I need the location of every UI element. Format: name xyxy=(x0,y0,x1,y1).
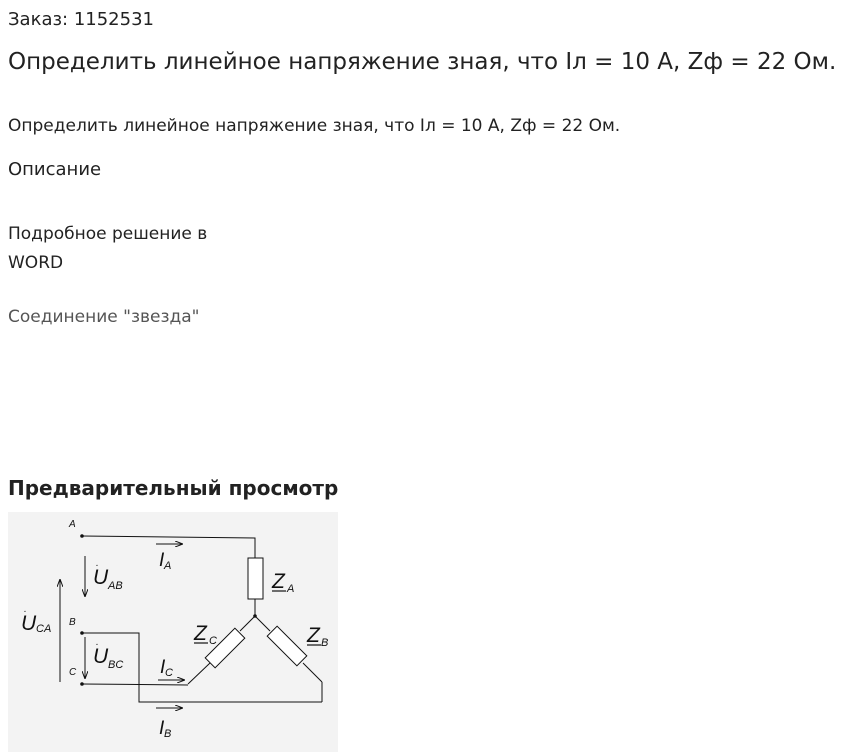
svg-text:.: . xyxy=(96,637,99,648)
svg-text:Z: Z xyxy=(307,624,320,647)
svg-text:.: . xyxy=(24,604,27,615)
wire-line-a xyxy=(82,536,255,558)
resistor-za xyxy=(248,558,263,599)
svg-text:I: I xyxy=(159,718,165,739)
svg-text:BC: BC xyxy=(108,659,124,671)
label-z-a xyxy=(271,570,294,595)
svg-text:I: I xyxy=(159,550,165,571)
wire-zb-bottom xyxy=(303,663,322,682)
svg-text:AB: AB xyxy=(108,580,123,592)
label-z-c xyxy=(193,622,217,647)
wire-zc-top xyxy=(240,616,255,631)
label-z-b xyxy=(306,624,328,649)
svg-text:CA: CA xyxy=(36,623,52,635)
svg-text:.: . xyxy=(96,558,99,569)
svg-text:B: B xyxy=(321,637,329,649)
task-statement: Определить линейное напряжение зная, что Iл = 10 А, Zф = 22 Ом. xyxy=(8,116,621,136)
resistor-zb xyxy=(267,626,307,666)
page-title: Определить линейное напряжение зная, что Iл = 10 А, Zф = 22 Ом. xyxy=(8,49,837,75)
description-line-1: Подробное решение в xyxy=(8,224,208,244)
svg-text:A: A xyxy=(287,583,295,595)
svg-text:Z: Z xyxy=(194,622,207,645)
wire-line-c xyxy=(82,684,188,685)
svg-text:C: C xyxy=(209,635,217,647)
svg-text:U: U xyxy=(93,566,109,589)
node-b-label: B xyxy=(69,617,76,628)
wire-zc-bottom xyxy=(188,663,210,684)
node-a-label: A xyxy=(69,519,76,530)
svg-text:B: B xyxy=(164,728,172,740)
connection-note: Соединение "звезда" xyxy=(8,307,200,327)
label-u-ca xyxy=(21,604,51,635)
label-u-bc xyxy=(93,637,123,671)
label-u-ab xyxy=(93,558,123,592)
svg-text:U: U xyxy=(21,612,37,635)
description-text xyxy=(8,220,248,278)
svg-text:Z: Z xyxy=(272,570,285,593)
star-circuit-diagram xyxy=(8,512,338,752)
svg-text:U: U xyxy=(93,645,109,668)
wire-zb-top xyxy=(255,616,270,631)
description-line-2: WORD xyxy=(8,253,64,273)
svg-text:I: I xyxy=(160,657,166,678)
svg-text:A: A xyxy=(164,560,172,572)
svg-text:C: C xyxy=(165,667,173,679)
label-i-a xyxy=(159,550,171,572)
node-c-label: C xyxy=(69,667,77,678)
label-i-c xyxy=(160,657,173,679)
preview-image xyxy=(8,512,338,752)
description-heading: Описание xyxy=(8,159,102,180)
preview-heading: Предварительный просмотр xyxy=(8,476,339,500)
order-number: Заказ: 1152531 xyxy=(8,9,154,30)
label-i-b xyxy=(159,718,171,740)
